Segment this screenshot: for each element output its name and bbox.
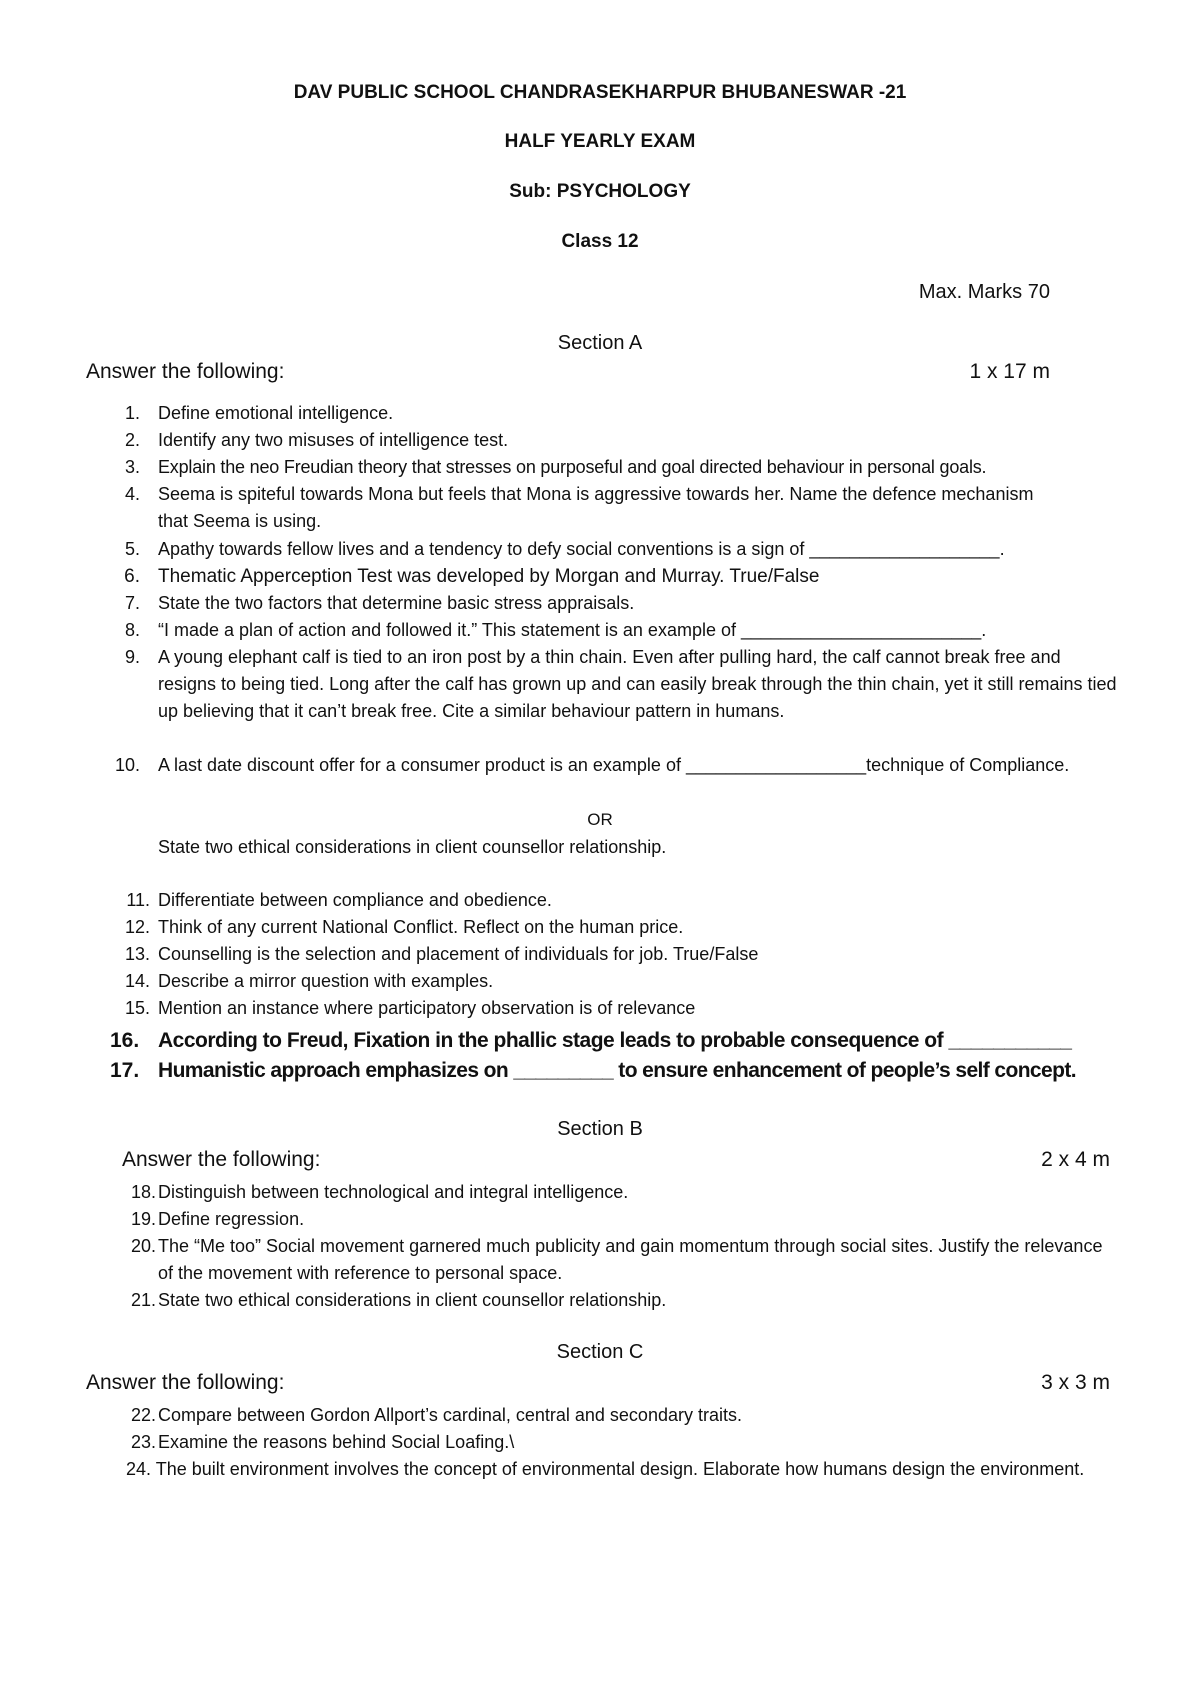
question-text: Humanistic approach emphasizes on _________ to ensure enhancement of people’s self concept. [158,1059,1076,1082]
class-title: Class 12 [561,231,639,252]
section-a-marks: 1 x 17 m [969,360,1050,383]
question-text: Seema is spiteful towards Mona but feels that Mona is aggressive towards her. Name the defence mechanism that Seema is using. [158,484,1034,531]
exam-title: HALF YEARLY EXAM [504,131,696,152]
question-text: Identify any two misuses of intelligence test. [158,430,509,450]
question-11 [0,887,1200,914]
question-text: Differentiate between compliance and obedience. [158,890,552,910]
school-name: DAV PUBLIC SCHOOL CHANDRASEKHARPUR BHUBANESWAR -21 [293,82,907,103]
section-c-marks: 3 x 3 m [1041,1371,1110,1394]
section-c-title: Section C [556,1341,644,1363]
section-b-marks: 2 x 4 m [1041,1148,1110,1171]
question-number: 16. [110,1029,140,1052]
or-alternative-question: State two ethical considerations in client counsellor relationship. [158,837,667,857]
question-text: Describe a mirror question with examples. [158,971,494,991]
subject-title: Sub: PSYCHOLOGY [509,181,691,202]
question-text: Think of any current National Conflict. Reflect on the human price. [158,917,684,937]
max-marks: Max. Marks 70 [918,281,1050,303]
section-a-title: Section A [557,332,643,354]
question-22 [0,1402,1200,1429]
question-number: 6. [124,566,140,587]
question-24 [86,1456,1126,1510]
question-text: State two ethical considerations in client counsellor relationship. [158,1290,667,1310]
question-number: 2. [124,430,140,450]
question-1 [0,400,1200,427]
question-18 [0,1179,1200,1206]
question-text: Explain the neo Freudian theory that stresses on purposeful and goal directed behaviour in personal goals. [158,457,987,477]
question-number: 21. [130,1290,156,1310]
question-number: 22. [130,1405,156,1425]
question-text: Define regression. [158,1209,305,1229]
question-text: Compare between Gordon Allport’s cardinal, central and secondary traits. [158,1405,742,1425]
question-9 [0,644,1200,752]
question-text: State the two factors that determine basic stress appraisals. [158,593,635,613]
question-number: 23. [130,1432,156,1452]
question-8 [0,617,1200,644]
question-3 [0,454,1200,481]
question-number: 13. [124,944,150,964]
question-number: 4. [124,484,140,504]
question-number: 9. [124,647,140,667]
question-number: 15. [124,998,150,1018]
question-4 [0,481,1200,535]
question-text: The “Me too” Social movement garnered much publicity and gain momentum through social sites. Justify the relevance of the movement with reference to personal space. [158,1236,1103,1283]
question-text: A young elephant calf is tied to an iron post by a thin chain. Even after pulling hard, the calf cannot break free and resigns to being tied. Long after the calf has grown up and can easily break through the thin chain, yet it still remains tied up believing that it can’t break free. Cite a similar behaviour pattern in humans. [158,647,1117,721]
question-12 [0,914,1200,941]
question-13 [0,941,1200,968]
question-number: 18. [130,1182,156,1202]
question-text: The built environment involves the concept of environmental design. Elaborate how humans design the environment. [155,1459,1085,1479]
question-16 [0,1026,1200,1056]
question-15 [0,995,1200,1022]
question-text: According to Freud, Fixation in the phallic stage leads to probable consequence of ___________ [158,1029,1072,1052]
question-text: Thematic Apperception Test was developed by Morgan and Murray. True/False [158,566,820,587]
section-b-instruction: Answer the following: [122,1148,321,1171]
question-5 [0,536,1200,563]
question-2 [0,427,1200,454]
section-b-title: Section B [557,1118,643,1140]
question-number: 11. [126,890,150,910]
question-number: 7. [124,593,140,613]
question-14 [0,968,1200,995]
question-23 [0,1429,1200,1456]
question-text: Apathy towards fellow lives and a tendency to defy social conventions is a sign of ___________________. [158,539,1005,559]
question-number: 1. [124,403,140,423]
question-21 [0,1287,1200,1314]
question-19 [0,1206,1200,1233]
question-10 [0,752,1200,806]
question-number: 19. [130,1209,156,1229]
question-number: 24. [126,1459,152,1479]
question-number: 17. [110,1059,140,1082]
question-number: 3. [124,457,140,477]
question-number: 5. [124,539,140,559]
question-text: “I made a plan of action and followed it.” This statement is an example of ________________________. [158,620,987,640]
question-text: A last date discount offer for a consumer product is an example of __________________technique of Compliance. [158,755,1070,775]
question-text: Counselling is the selection and placement of individuals for job. True/False [158,944,759,964]
question-number: 14. [124,971,150,991]
question-number: 12. [124,917,150,937]
question-number: 20. [130,1236,156,1256]
question-17 [0,1056,1200,1086]
question-7 [0,590,1200,617]
question-number: 10. [114,755,140,775]
question-text: Mention an instance where participatory observation is of relevance [158,998,696,1018]
question-text: Examine the reasons behind Social Loafing.\ [158,1432,515,1452]
question-number: 8. [124,620,140,640]
or-label: OR [587,810,613,829]
question-text: Distinguish between technological and integral intelligence. [158,1182,629,1202]
section-c-instruction: Answer the following: [86,1371,285,1394]
section-a-instruction: Answer the following: [86,360,285,383]
question-text: Define emotional intelligence. [158,403,394,423]
question-6 [0,563,1200,590]
question-20 [0,1233,1200,1287]
